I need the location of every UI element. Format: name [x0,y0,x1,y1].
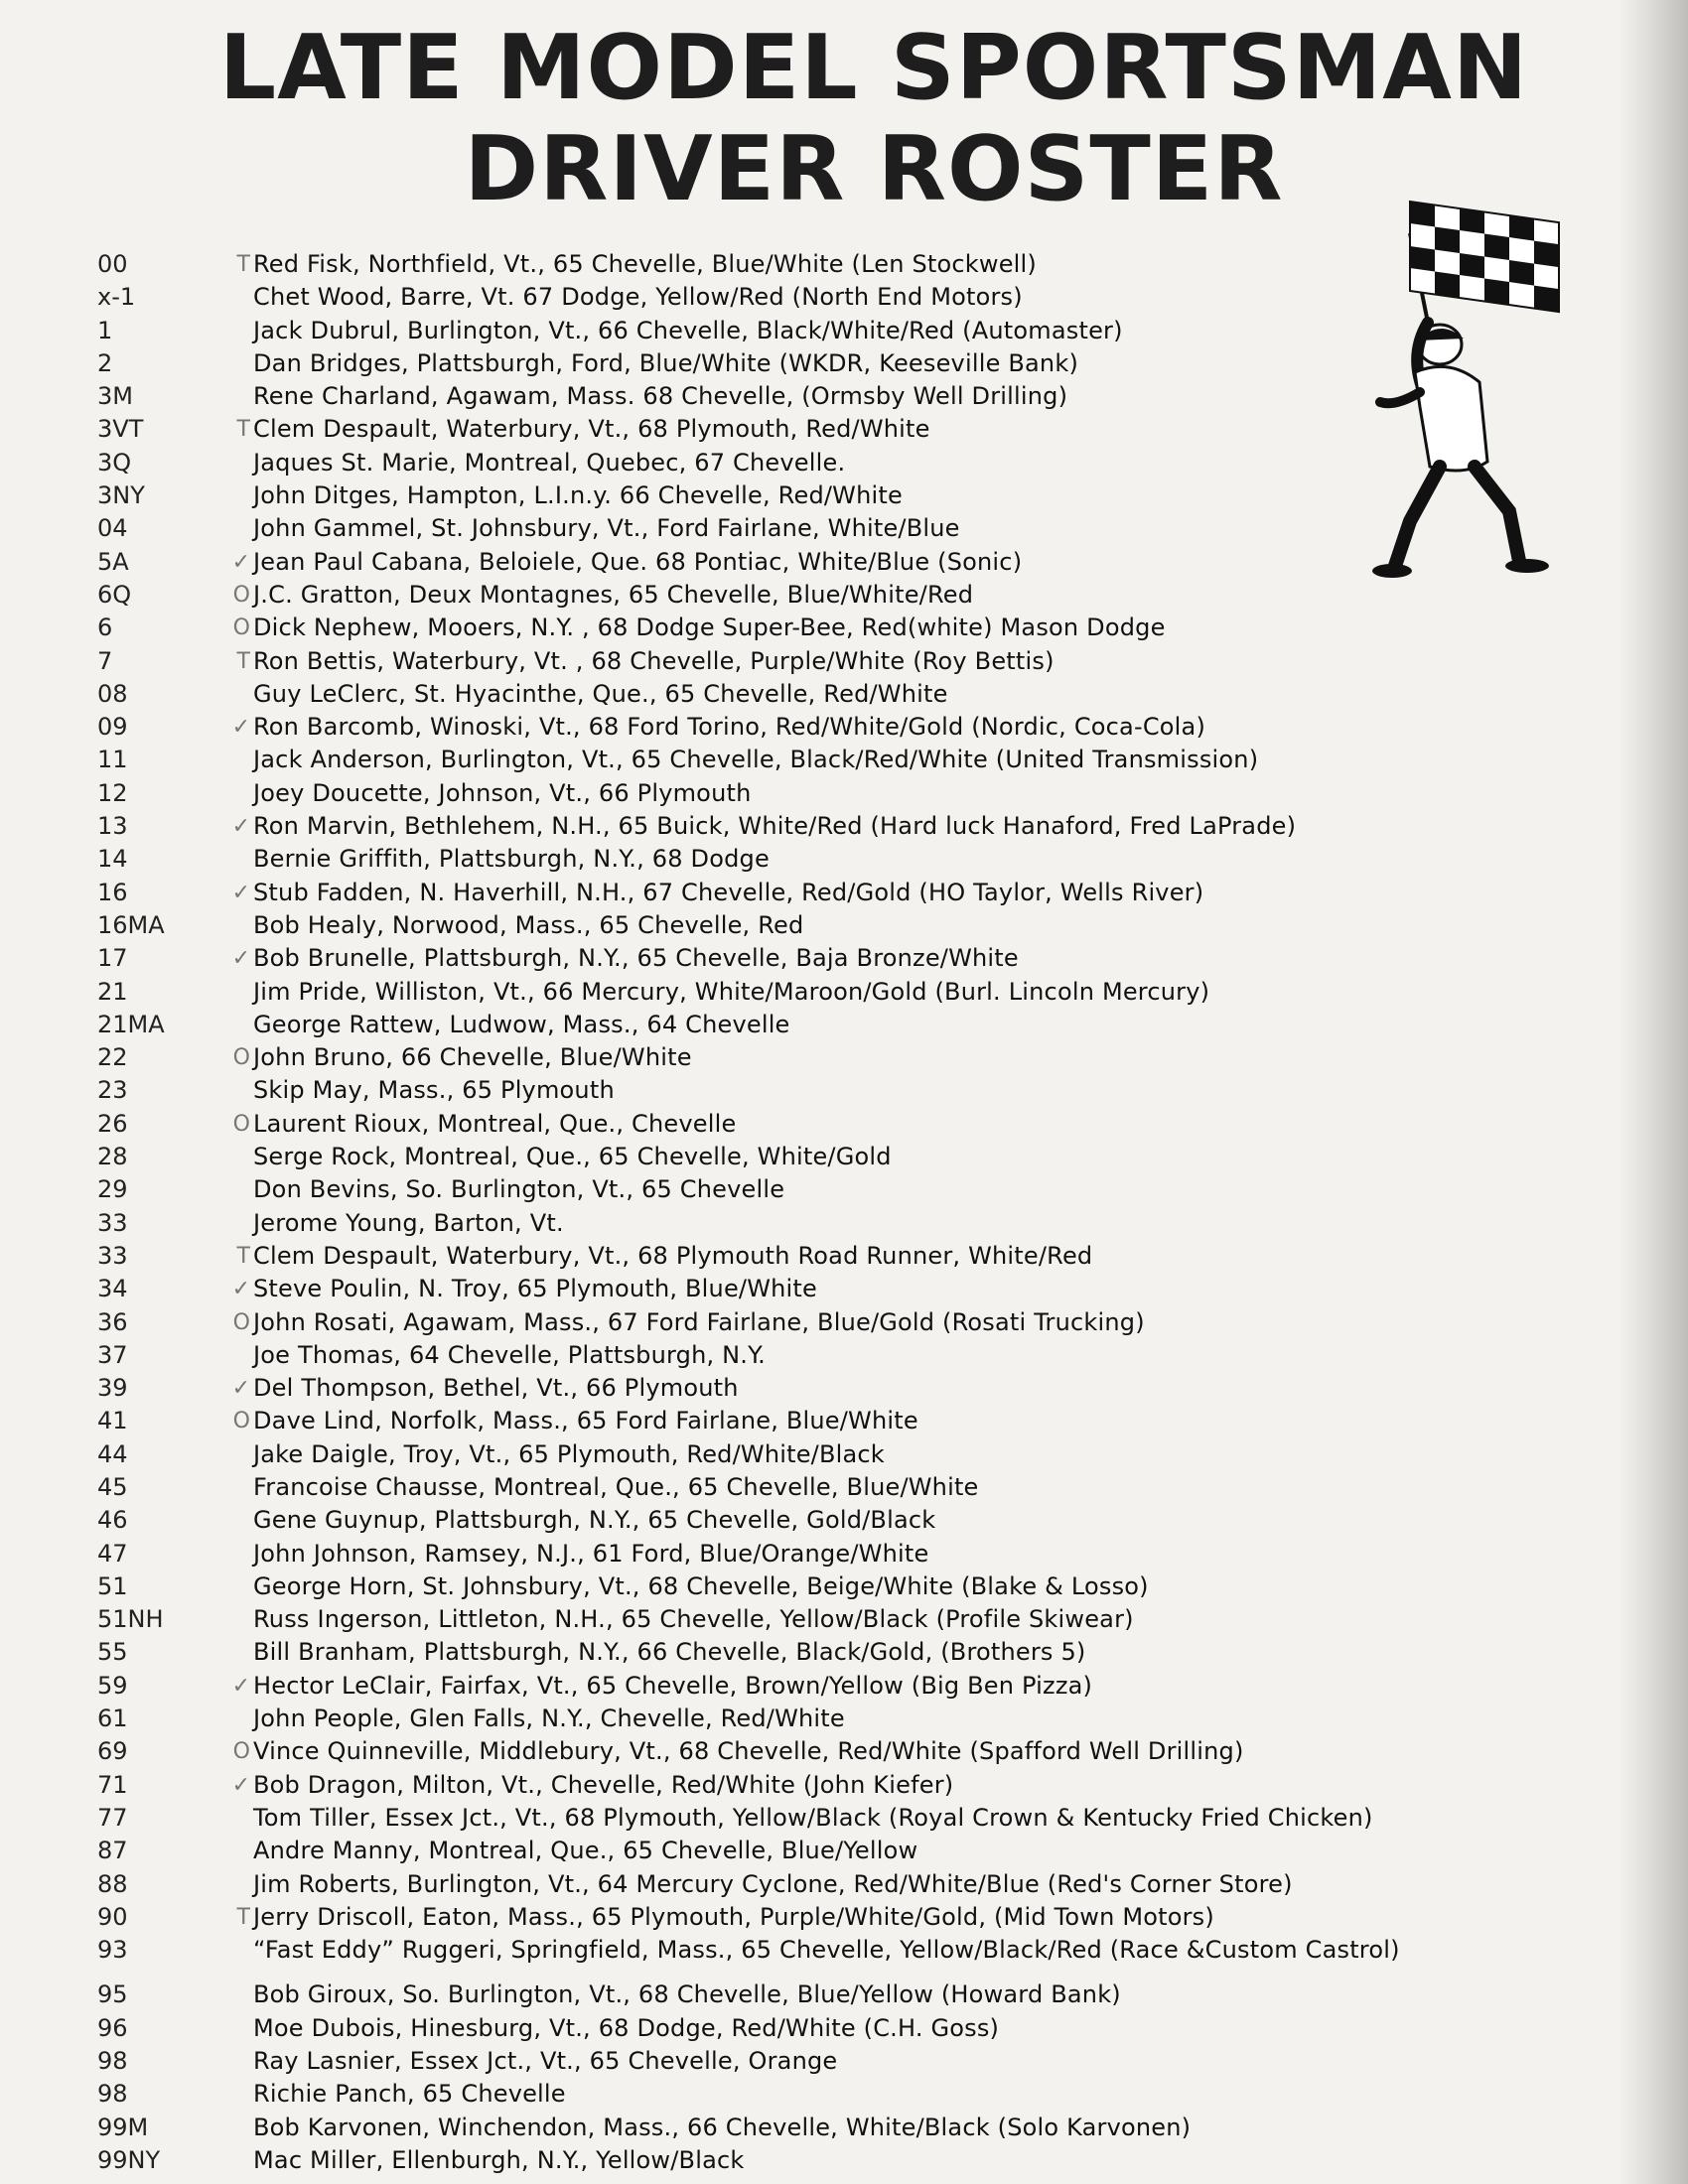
car-number: 23 [97,1076,128,1105]
car-number: 46 [97,1506,128,1535]
roster-row [97,711,1537,744]
page-title [0,18,1688,220]
roster-row [97,1141,1537,1173]
driver-entry: Jack Dubrul, Burlington, Vt., 66 Chevelle, Black/White/Red (Automaster) [253,316,1123,344]
driver-entry: John Ditges, Hampton, L.I.n.y. 66 Chevelle, Red/White [253,481,903,510]
roster-row [97,1636,1537,1669]
car-number: 11 [97,746,128,774]
roster-row [97,315,1537,347]
car-number: 99M [97,2113,149,2141]
driver-entry: Andre Manny, Montreal, Que., 65 Chevelle, Blue/Yellow [253,1837,918,1865]
driver-entry: George Horn, St. Johnsbury, Vt., 68 Chevelle, Beige/White (Blake & Losso) [253,1571,1149,1600]
roster-row [97,1372,1537,1405]
car-number: 90 [97,1902,128,1931]
handwritten-mark: T [236,1904,250,1930]
roster-row [97,1670,1537,1703]
roster-row [97,942,1537,975]
handwritten-mark: ✓ [231,715,250,741]
car-number: x-1 [97,283,136,312]
title-line-1: LATE MODEL SPORTSMAN [218,16,1529,120]
driver-entry: “Fast Eddy” Ruggeri, Springfield, Mass., 65 Chevelle, Yellow/Black/Red (Race &Custom Castrol) [253,1936,1400,1965]
handwritten-mark: T [236,417,250,443]
roster-row [97,777,1537,810]
driver-entry: Moe Dubois, Hinesburg, Vt., 68 Dodge, Red/White (C.H. Goss) [253,2013,1000,2042]
roster-row [97,281,1537,314]
roster-row [97,1405,1537,1437]
roster-row [97,1273,1537,1305]
car-number: 1 [97,316,113,344]
driver-entry: Hector LeClair, Fairfax, Vt., 65 Chevelle, Brown/Yellow (Big Ben Pizza) [253,1671,1093,1700]
driver-entry: Skip May, Mass., 65 Plymouth [253,1076,615,1105]
handwritten-mark: ✓ [231,814,250,840]
roster-row [97,1802,1537,1835]
driver-entry: Stub Fadden, N. Haverhill, N.H., 67 Chevelle, Red/Gold (HO Taylor, Wells River) [253,878,1204,906]
driver-entry: Bob Karvonen, Winchendon, Mass., 66 Chevelle, White/Black (Solo Karvonen) [253,2113,1192,2141]
roster-row [97,2078,1537,2111]
handwritten-mark: ✓ [231,1772,250,1798]
handwritten-mark: O [232,1045,250,1071]
car-number: 87 [97,1837,128,1865]
handwritten-mark: O [232,1739,250,1765]
driver-entry: John People, Glen Falls, N.Y., Chevelle, Red/White [253,1705,845,1733]
roster-row [97,1009,1537,1041]
driver-entry: Jean Paul Cabana, Beloiele, Que. 68 Pontiac, White/Blue (Sonic) [253,547,1023,576]
car-number: 5A [97,547,129,576]
handwritten-mark: ✓ [231,1673,250,1699]
car-number: 98 [97,2047,128,2076]
driver-entry: Richie Panch, 65 Chevelle [253,2080,566,2109]
car-number: 77 [97,1803,128,1832]
driver-entry: Joey Doucette, Johnson, Vt., 66 Plymouth [253,778,752,807]
car-number: 22 [97,1043,128,1072]
driver-entry: Laurent Rioux, Montreal, Que., Chevelle [253,1109,737,1138]
roster-row [97,1835,1537,1867]
car-number: 69 [97,1737,128,1766]
roster-row [97,1735,1537,1768]
car-number: 6Q [97,580,132,609]
roster-row [97,1868,1537,1901]
driver-entry: Ron Marvin, Bethlehem, N.H., 65 Buick, White/Red (Hard luck Hanaford, Fred LaPrade) [253,812,1297,841]
handwritten-mark: ✓ [231,1376,250,1402]
roster-row [97,1934,1537,1967]
driver-entry: Ron Bettis, Waterbury, Vt. , 68 Chevelle, Purple/White (Roy Bettis) [253,646,1055,675]
car-number: 98 [97,2080,128,2109]
roster-row [97,810,1537,843]
car-number: 00 [97,250,128,278]
driver-entry: John Gammel, St. Johnsbury, Vt., Ford Fairlane, White/Blue [253,514,960,543]
driver-entry: Bob Healy, Norwood, Mass., 65 Chevelle, Red [253,910,804,939]
driver-entry: Joe Thomas, 64 Chevelle, Plattsburgh, N.Y. [253,1340,766,1369]
car-number: 21 [97,977,128,1006]
roster-row [97,447,1537,479]
car-number: 04 [97,514,128,543]
car-number: 59 [97,1671,128,1700]
car-number: 16MA [97,910,165,939]
driver-entry: Francoise Chausse, Montreal, Que., 65 Chevelle, Blue/White [253,1472,979,1501]
car-number: 3NY [97,481,145,510]
handwritten-mark: O [232,1111,250,1137]
roster-row [97,1240,1537,1273]
handwritten-mark: O [232,582,250,608]
roster-row [97,976,1537,1009]
car-number: 21MA [97,1010,165,1038]
handwritten-mark: O [232,1409,250,1434]
roster-row [97,1603,1537,1636]
driver-entry: Ron Barcomb, Winoski, Vt., 68 Ford Torino, Red/White/Gold (Nordic, Coca-Cola) [253,713,1206,742]
car-number: 6 [97,614,113,642]
driver-entry: Tom Tiller, Essex Jct., Vt., 68 Plymouth, Yellow/Black (Royal Crown & Kentucky Fried Chicken) [253,1803,1373,1832]
roster-row [97,2112,1537,2144]
driver-entry: Mac Miller, Ellenburgh, N.Y., Yellow/Black [253,2145,745,2174]
handwritten-mark: O [232,615,250,641]
driver-entry: Bob Brunelle, Plattsburgh, N.Y., 65 Chevelle, Baja Bronze/White [253,944,1019,973]
car-number: 61 [97,1705,128,1733]
driver-entry: Bob Dragon, Milton, Vt., Chevelle, Red/White (John Kiefer) [253,1770,954,1799]
car-number: 28 [97,1143,128,1171]
car-number: 16 [97,878,128,906]
car-number: 51 [97,1571,128,1600]
roster-row [97,1041,1537,1074]
car-number: 55 [97,1638,128,1667]
car-number: 44 [97,1439,128,1468]
roster-row [97,1471,1537,1504]
roster-row [97,1538,1537,1570]
roster-row [97,1207,1537,1240]
handwritten-mark: ✓ [231,549,250,575]
car-number: 12 [97,778,128,807]
driver-entry: Steve Poulin, N. Troy, 65 Plymouth, Blue/White [253,1275,817,1303]
roster-row [97,678,1537,711]
driver-entry: J.C. Gratton, Deux Montagnes, 65 Chevelle, Blue/White/Red [253,580,974,609]
driver-entry: Serge Rock, Montreal, Que., 65 Chevelle, White/Gold [253,1143,892,1171]
roster-row [97,380,1537,413]
car-number: 34 [97,1275,128,1303]
driver-entry: Jaques St. Marie, Montreal, Quebec, 67 Chevelle. [253,448,846,477]
driver-entry: Vince Quinneville, Middlebury, Vt., 68 Chevelle, Red/White (Spafford Well Drilling) [253,1737,1244,1766]
roster-row [97,347,1537,380]
roster-row [97,479,1537,512]
driver-entry: Red Fisk, Northfield, Vt., 65 Chevelle, Blue/White (Len Stockwell) [253,250,1037,278]
driver-entry: John Bruno, 66 Chevelle, Blue/White [253,1043,692,1072]
driver-entry: Del Thompson, Bethel, Vt., 66 Plymouth [253,1374,739,1403]
roster-row [97,2012,1537,2045]
page-edge-shadow [1618,0,1688,2184]
car-number: 47 [97,1539,128,1568]
roster-row [97,1306,1537,1339]
title-line-2: DRIVER ROSTER [464,117,1284,221]
car-number: 3Q [97,448,132,477]
roster-row [97,1438,1537,1471]
roster-row [97,248,1537,281]
handwritten-mark: ✓ [231,880,250,905]
driver-entry: Jim Pride, Williston, Vt., 66 Mercury, White/Maroon/Gold (Burl. Lincoln Mercury) [253,977,1210,1006]
driver-entry: Bill Branham, Plattsburgh, N.Y., 66 Chevelle, Black/Gold, (Brothers 5) [253,1638,1086,1667]
driver-roster-list [97,248,1537,2177]
car-number: 33 [97,1241,128,1270]
roster-row [97,1074,1537,1107]
roster-row [97,1504,1537,1537]
roster-row [97,1339,1537,1372]
driver-entry: Rene Charland, Agawam, Mass. 68 Chevelle, (Ormsby Well Drilling) [253,382,1068,411]
car-number: 08 [97,679,128,708]
driver-entry: Jim Roberts, Burlington, Vt., 64 Mercury Cyclone, Red/White/Blue (Red's Corner Store) [253,1869,1293,1898]
handwritten-mark: T [236,252,250,277]
driver-entry: Ray Lasnier, Essex Jct., Vt., 65 Chevelle, Orange [253,2047,838,2076]
roster-row [97,546,1537,579]
roster-row [97,2144,1537,2177]
driver-entry: Chet Wood, Barre, Vt. 67 Dodge, Yellow/Red (North End Motors) [253,283,1023,312]
car-number: 39 [97,1374,128,1403]
car-number: 37 [97,1340,128,1369]
roster-row [97,744,1537,776]
driver-entry: Jerome Young, Barton, Vt. [253,1208,564,1237]
driver-entry: Clem Despault, Waterbury, Vt., 68 Plymouth Road Runner, White/Red [253,1241,1093,1270]
roster-row [97,2045,1537,2078]
handwritten-mark: T [236,648,250,674]
car-number: 17 [97,944,128,973]
car-number: 51NH [97,1605,164,1634]
car-number: 88 [97,1869,128,1898]
driver-entry: Jake Daigle, Troy, Vt., 65 Plymouth, Red/White/Black [253,1439,885,1468]
driver-entry: Russ Ingerson, Littleton, N.H., 65 Chevelle, Yellow/Black (Profile Skiwear) [253,1605,1134,1634]
car-number: 71 [97,1770,128,1799]
driver-entry: Clem Despault, Waterbury, Vt., 68 Plymouth, Red/White [253,415,930,444]
handwritten-mark: ✓ [231,1277,250,1302]
roster-row [97,612,1537,644]
roster-row [97,413,1537,446]
car-number: 13 [97,812,128,841]
roster-row [97,1570,1537,1603]
car-number: 36 [97,1307,128,1336]
car-number: 93 [97,1936,128,1965]
driver-entry: Jerry Driscoll, Eaton, Mass., 65 Plymouth, Purple/White/Gold, (Mid Town Motors) [253,1902,1214,1931]
car-number: 96 [97,2013,128,2042]
car-number: 33 [97,1208,128,1237]
car-number: 3M [97,382,133,411]
roster-row [97,512,1537,545]
roster-row [97,579,1537,612]
driver-entry: Jack Anderson, Burlington, Vt., 65 Chevelle, Black/Red/White (United Transmission) [253,746,1259,774]
handwritten-mark: ✓ [231,946,250,972]
driver-entry: John Johnson, Ramsey, N.J., 61 Ford, Blue/Orange/White [253,1539,929,1568]
driver-entry: Bernie Griffith, Plattsburgh, N.Y., 68 Dodge [253,845,770,874]
roster-row [97,877,1537,909]
driver-entry: Guy LeClerc, St. Hyacinthe, Que., 65 Chevelle, Red/White [253,679,948,708]
car-number: 45 [97,1472,128,1501]
driver-entry: Dick Nephew, Mooers, N.Y. , 68 Dodge Super-Bee, Red(white) Mason Dodge [253,614,1166,642]
roster-row [97,909,1537,942]
car-number: 7 [97,646,113,675]
car-number: 09 [97,713,128,742]
car-number: 41 [97,1407,128,1435]
roster-row [97,1173,1537,1206]
car-number: 95 [97,1980,128,2009]
driver-entry: John Rosati, Agawam, Mass., 67 Ford Fairlane, Blue/Gold (Rosati Trucking) [253,1307,1145,1336]
driver-entry: Dan Bridges, Plattsburgh, Ford, Blue/White (WKDR, Keeseville Bank) [253,348,1079,377]
handwritten-mark: T [236,1243,250,1269]
roster-row [97,1108,1537,1141]
driver-entry: Bob Giroux, So. Burlington, Vt., 68 Chevelle, Blue/Yellow (Howard Bank) [253,1980,1121,2009]
car-number: 3VT [97,415,144,444]
car-number: 26 [97,1109,128,1138]
roster-row [97,843,1537,876]
car-number: 29 [97,1175,128,1204]
roster-row [97,645,1537,678]
driver-entry: Dave Lind, Norfolk, Mass., 65 Ford Fairlane, Blue/White [253,1407,918,1435]
handwritten-mark: O [232,1309,250,1335]
driver-entry: Gene Guynup, Plattsburgh, N.Y., 65 Chevelle, Gold/Black [253,1506,936,1535]
roster-row [97,1901,1537,1934]
car-number: 99NY [97,2145,161,2174]
driver-entry: George Rattew, Ludwow, Mass., 64 Chevelle [253,1010,790,1038]
driver-entry: Don Bevins, So. Burlington, Vt., 65 Chevelle [253,1175,785,1204]
roster-row [97,1769,1537,1802]
roster-row [97,1703,1537,1735]
car-number: 2 [97,348,113,377]
roster-row [97,1979,1537,2011]
car-number: 14 [97,845,128,874]
